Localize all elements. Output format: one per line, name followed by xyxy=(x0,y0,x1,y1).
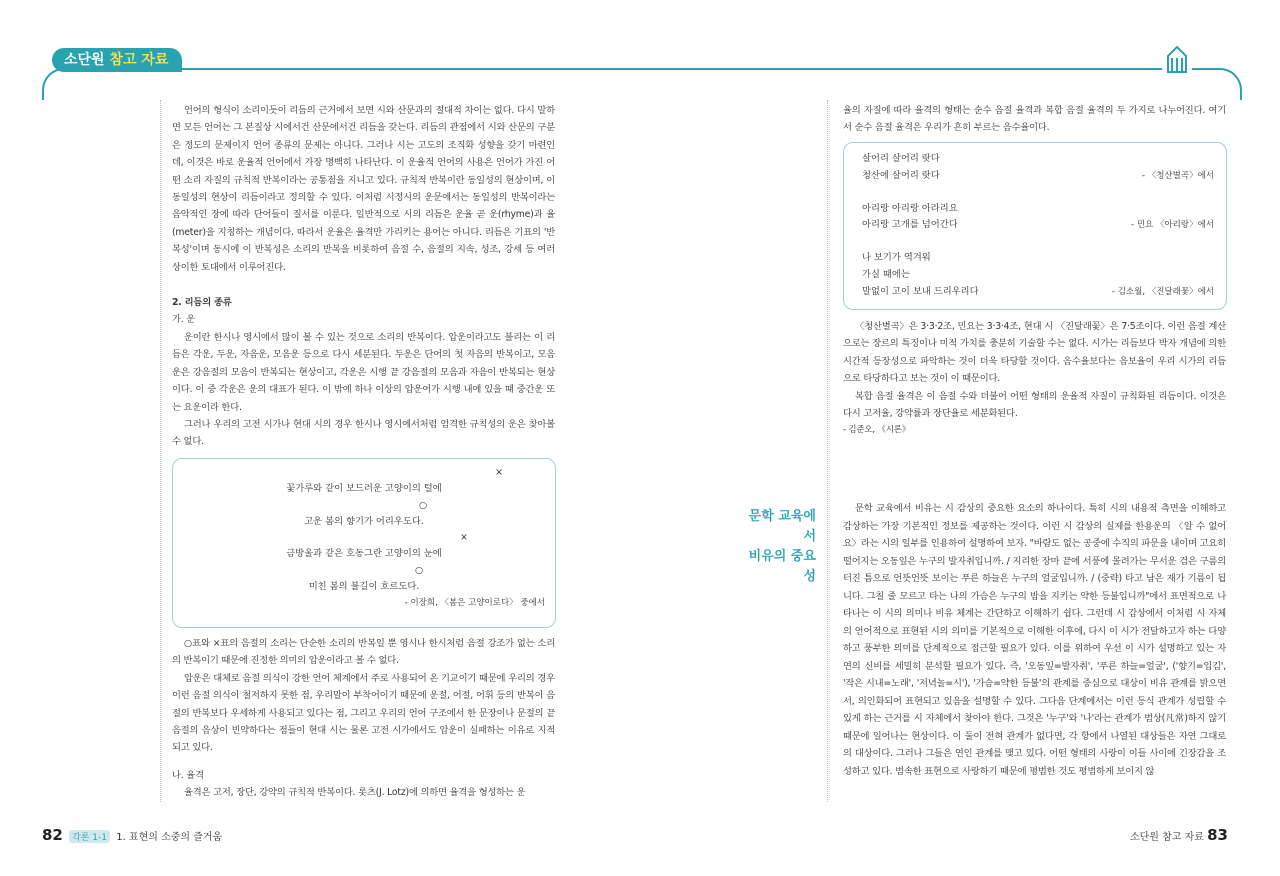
left-column-lower xyxy=(172,635,555,802)
side-title-line-2: 비유의 중요성 xyxy=(748,549,816,584)
paragraph-after-2: 압운은 대체로 음절 의식이 강한 언어 체계에서 주로 사용되어 온 기교이기 때문에 우리의 경우 이런 음절 의식이 철저하지 못한 점, 우리말이 부착어이기 때문에 운절, 어절, 어휘 등의 반복이 음절의 반복보다 우세하게 사용되고 있다는 점, 그리고 우리의 언어 구조에서 한 문장이나 문절의 끝음절의 음상이 빈약하다는 점들이 현대 시는 물론 고전 시가에서도 압운이 실패하는 이유로 지적되고 있다. xyxy=(172,672,555,754)
poem-line: 금방울과 같은 호동그란 고양이의 눈에 xyxy=(286,548,442,560)
subheading-na: 나. 율격 xyxy=(172,769,204,781)
poem-line: 나 보기가 역겨워 xyxy=(862,252,931,264)
paragraph-mid-2: 복합 음절 율격은 이 음절 수와 더불어 어떤 형태의 운율적 자질이 규칙화된 리듬이다. 이것은 다시 고저율, 강약률과 장단율로 세분화된다. xyxy=(843,390,1226,420)
paragraph-yul: 율격은 고저, 장단, 강약의 규칙적 반복이다. 롯츠(J. Lotz)에 의하면 율격을 형성하는 운 xyxy=(184,787,526,799)
mark-x-2: × xyxy=(460,532,468,544)
poem-line: 아리랑 고개를 넘어간다 xyxy=(862,219,958,231)
header-rule xyxy=(42,68,1242,100)
poem2-row xyxy=(862,267,1214,284)
poem-source: - 〈청산별곡〉에서 xyxy=(1141,170,1214,181)
poem-source: - 이장희, 〈봄은 고양이로다〉 중에서 xyxy=(404,598,545,609)
right-column xyxy=(843,102,1226,137)
section-heading: 2. 리듬의 종류 xyxy=(172,297,232,309)
side-title-line-1: 문학 교육에서 xyxy=(748,509,816,544)
footer-left xyxy=(42,826,222,844)
poem-line: 미친 봄의 불길이 흐르도다. xyxy=(308,580,420,592)
poem-box-2 xyxy=(843,142,1227,310)
poem2-row xyxy=(862,201,1214,218)
badge-highlight: 참고 자료 xyxy=(109,52,169,68)
paragraph-metaphor: 문학 교육에서 비유는 시 감상의 중요한 요소의 하나이다. 특히 시의 내용적 측면을 이해하고 감상하는 가장 기본적인 정보를 제공하는 것이다. 이런 시 감상의 실제를 한용운의 〈알 수 없어요〉라는 시의 일부를 인용하여 설명하여 보자. "바람도 없는 공중에 수직의 파문을 내이며 고요히 떨어지는 오동잎은 누구의 발자취입니까. / 지리한 장마 끝에 서풍에 몰려가는 무서운 검은 구름의 터진 틈으로 언뜻언뜻 보이는 푸른 하늘은 누구의 얼굴입니까. / (중략) 타고 남은 재가 기름이 됩니다. 그칠 줄 모르고 타는 나의 가슴은 누구의 밤을 지키는 약한 등불입니까"에서 표면적으로 나타나는 이 시의 의미나 비유 체계는 간단하고 이해하기 쉽다. 그런데 시 감상에서 이처럼 시 자체의 언어적으로 표현된 시의 의미를 기본적으로 이해한 이후에, 다시 이 시가 전달하고자 하는 다양하고 풍부한 의미를 단계적으로 접근할 필요가 있다. 이를 위하여 우선 이 시가 설명하고 있는 자연의 신비를 세밀히 분석할 필요가 있다. 즉, '오동잎=발자취', '푸른 하늘=얼굴', ('향기=입김', '작은 시내=노래', '저녁놀=시'), '가슴=약한 등불'의 관계를 중심으로 대상이 비유 관계를 밝으면서, 의인화되어 표현되고 있음을 설명할 수 있다. 그다음 단계에서는 이런 등식 관계가 성립할 수 있게 하는 근거를 시 자체에서 찾아야 한다. 그것은 '누구'와 '나'라는 관계가 범상(凡常)하지 않기 때문에 일어나는 현상이다. 이 둘이 전혀 관계가 없다면, 각 항에서 나열된 대상들은 자연 그대로의 대상이다. 그러나 그들은 연인 관계를 맺고 있다. 어떤 형태의 사랑이 이들 사이에 긴장감을 조성하고 있다. 범속한 표현으로 사랑하기 때문에 평범한 것도 평범하게 보이지 않 xyxy=(843,503,1226,777)
poem-line: 가실 때에는 xyxy=(862,268,910,280)
footer-right xyxy=(1130,826,1228,844)
poem-line: 말없이 고이 보내 드리우리다 xyxy=(862,285,979,297)
left-column xyxy=(172,102,555,451)
poem-box-1 xyxy=(172,458,556,628)
badge-prefix: 소단원 xyxy=(64,52,105,68)
poem-line: 꽃가루와 같이 보드러운 고양이의 털에 xyxy=(286,483,442,494)
footer-right-text: 소단원 참고 자료 xyxy=(1129,832,1204,843)
pencil-icon xyxy=(1162,44,1192,74)
poem2-row xyxy=(862,217,1214,234)
paragraph-after-1: ○표와 ×표의 음절의 소리는 단순한 소리의 반복일 뿐 영시나 한시처럼 음절 강조가 없는 소리의 반복이기 때문에 진정한 의미의 압운이라고 볼 수 없다. xyxy=(172,638,555,667)
source-citation: - 김준오, 《시론》 xyxy=(843,425,911,436)
right-guide xyxy=(827,100,828,802)
poem2-row xyxy=(862,168,1214,185)
poem-line: 고운 봄의 향기가 어리우도다. xyxy=(304,515,424,527)
paragraph-un-2: 그러나 우리의 고전 시가나 현대 시의 경우 한시나 영시에서처럼 엄격한 규칙성의 운은 찾아볼 수 없다. xyxy=(172,418,555,448)
poem-line: 청산에 살어리 랏다 xyxy=(862,169,940,181)
mark-o-2: ○ xyxy=(414,564,424,576)
paragraph-top: 율의 자질에 따라 율격의 형태는 순수 음절 율격과 복합 음절 율격의 두 가지로 나누어진다. 여기서 순수 음절 율격은 우리가 흔히 부르는 음수율이다. xyxy=(843,105,1226,134)
left-guide xyxy=(160,100,161,802)
footer-left-text: 1. 표현의 소중의 즐거움 xyxy=(116,832,223,843)
right-column-lower xyxy=(843,500,1226,780)
poem2-row xyxy=(862,151,1214,168)
paragraph-mid-1: 〈청산별곡〉은 3·3·2조, 민요는 3·3·4조, 현대 시 〈진달래꽃〉은 7·5조이다. 이런 음절 계산으로는 장르의 특징이나 미적 가치를 충분히 기술할 수는 없다. 시가는 리듬보다 박자 개념에 의한 시간적 등장성으로 파악하는 것이 더욱 타당할 것이다. 음수율보다는 음보율이 우리 시가의 리듬으로 타당하다고 보는 것이 이 때문이다. xyxy=(843,321,1226,385)
poem-source: - 민요 〈아리랑〉에서 xyxy=(1131,220,1214,231)
poem2-row xyxy=(862,284,1214,301)
poem-line: 살어리 살어리 랏다 xyxy=(862,153,940,164)
page-number-left: 82 xyxy=(42,826,63,844)
chapter-chip: 각론 1-1 xyxy=(69,830,110,843)
poem2-row xyxy=(862,250,1214,267)
poem-source: - 김소월, 〈진달래꽃〉에서 xyxy=(1111,286,1214,297)
side-title xyxy=(740,507,816,587)
subheading-ga: 가. 운 xyxy=(172,314,196,326)
page-number-right: 83 xyxy=(1207,826,1228,844)
mark-o-1: ○ xyxy=(418,499,428,511)
paragraph-un-1: 운이란 한시나 영시에서 많이 볼 수 있는 것으로 소리의 반복이다. 압운이라고도 불리는 이 리듬은 각운, 두운, 자음운, 모음운 등으로 다시 세분된다. 두운은 단어의 첫 자음의 반복이고, 모음운은 강음절의 모음이 반복되는 현상이고, 각운은 시행 끝 강음절의 모음과 자음이 반복되는 현상이다. 이 중 각운은 운의 대표가 된다. 이 밖에 하나 이상의 압운어가 시행 내에 있을 때 중간운 또는 요운이라 한다. xyxy=(172,331,555,413)
mark-x-1: × xyxy=(495,467,503,478)
right-column-mid xyxy=(843,318,1226,440)
poem-line: 아리랑 아리랑 아라리요 xyxy=(862,202,958,214)
intro-paragraph: 언어의 형식이 소리이듯이 리듬의 근거에서 보면 시와 산문과의 절대적 차이는 없다. 다시 말하면 모든 언어는 그 본질상 시에서건 산문에서건 리듬을 갖는다. 리듬의 관점에서 시와 산문의 구분은 정도의 문제이지 언어 종류의 문제는 아니다. 그러나 시는 고도의 조직화 성향을 갖기 마련인데, 이것은 바로 운율적 언어에서 가장 명백히 나타난다. 이 운율적 언어의 사용은 언어가 가진 어떤 소리 자질의 규칙적 반복이라는 공통점을 지니고 있다. 규칙적 반복이란 동일성의 현상이며, 이 동일성의 현상이 리듬이라고 정의할 수 있다. 이처럼 시정시의 운문에서는 동일성의 반복이라는 음악적인 장에 따라 단어들이 질서를 이룬다. 일반적으로 시의 리듬은 운율 곧 운(rhyme)과 율(meter)을 지칭하는 개념이다. 따라서 운율은 율격만 가리키는 용어는 아니다. 리듬은 기표의 '반복성'이며 동시에 이 반복성은 소리의 반복을 비롯하여 음절 수, 음절의 지속, 성조, 강세 등 여러 상이한 토대에서 이루어진다. xyxy=(172,105,555,273)
section-badge xyxy=(52,48,182,72)
